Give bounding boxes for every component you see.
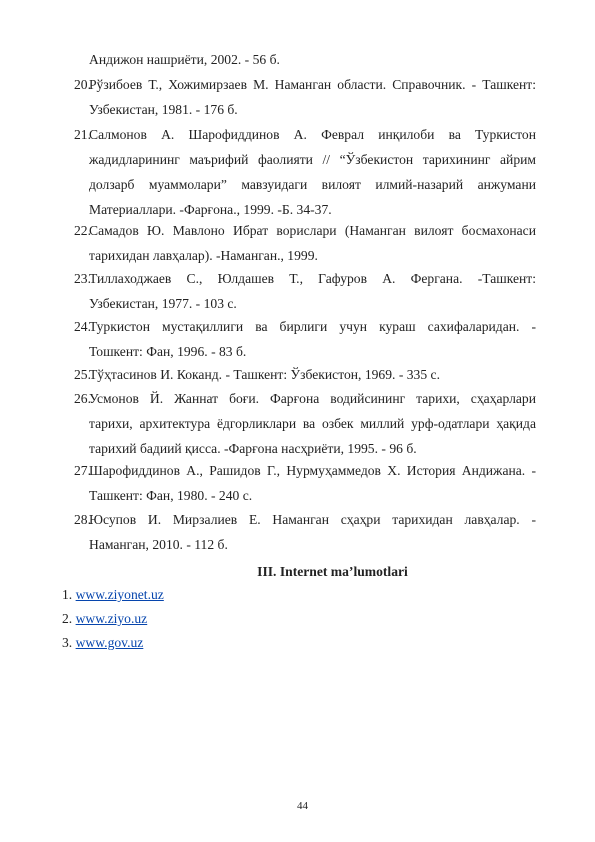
link-number: 2. [62, 611, 73, 626]
reference-line: Тошкент: Фан, 1996. - 83 б. [89, 344, 247, 359]
internet-section-heading: III. Internet ma’lumotlari [257, 564, 408, 579]
reference-line: тарихидан лавҳалар). -Наманган., 1999. [89, 248, 318, 263]
reference-line: Материаллари. -Фарғона., 1999. -Б. 34-37. [89, 202, 332, 217]
reference-line: Самадов Ю. Мавлоно Ибрат ворислари (Наманган вилоят босмахонаси [89, 223, 536, 238]
reference-21 [62, 122, 536, 222]
reference-line: Шарофиддинов А., Рашидов Г., Нурмуҳаммедов Х. История Андижана. - [89, 463, 536, 478]
reference-number: 21. [74, 127, 91, 142]
page-number: 44 [297, 800, 308, 812]
reference-20 [62, 72, 536, 122]
reference-line: Тўҳтасинов И. Коканд. - Ташкент: Ўзбекистон, 1969. - 335 с. [89, 367, 440, 382]
link-number: 1. [62, 587, 73, 602]
reference-line: Узбекистан, 1977. - 103 с. [89, 296, 237, 311]
reference-28 [62, 507, 536, 557]
reference-line: Салмонов А. Шарофиддинов А. Феврал инқилоби ва Туркистон [89, 127, 536, 142]
ziyonet-link[interactable]: www.ziyonet.uz [75, 587, 164, 602]
reference-24 [62, 314, 536, 364]
reference-line: тарихи, архитектура ёдгорликлари ва озбек миллий урф-одатлари ҳақида [89, 416, 536, 431]
link-item [62, 606, 147, 631]
reference-line: жадидларининг маърифий фаолияти // “Ўзбекистон тарихининг айрим [89, 152, 536, 167]
reference-line: тарихий бадиий қисса. -Фарғона насҳриёти, 1995. - 96 б. [89, 441, 417, 456]
reference-26 [62, 386, 536, 461]
ziyo-link[interactable]: www.ziyo.uz [75, 611, 148, 626]
reference-22 [62, 218, 536, 268]
reference-19-continuation [62, 47, 536, 72]
reference-line: Ташкент: Фан, 1980. - 240 с. [89, 488, 253, 503]
reference-25 [62, 362, 536, 387]
reference-number: 28. [74, 512, 91, 527]
reference-number: 22. [74, 223, 91, 238]
reference-27 [62, 458, 536, 508]
link-number: 3. [62, 635, 73, 650]
reference-number: 23. [74, 271, 91, 286]
reference-line: Тиллаходжаев С., Юлдашев Т., Гафуров А. Фергана. -Ташкент: [89, 271, 536, 286]
link-item [62, 630, 143, 655]
reference-line: долзарб муаммолари” мавзуидаги вилоят илмий-назарий анжумани [89, 177, 536, 192]
reference-line: Юсупов И. Мирзалиев Е. Наманган сҳаҳри тарихидан лавҳалар. - [89, 512, 536, 527]
reference-number: 20. [74, 77, 91, 92]
gov-link[interactable]: www.gov.uz [75, 635, 144, 650]
reference-line: Туркистон мустақиллиги ва бирлиги учун кураш сахифаларидан. - [89, 319, 536, 334]
reference-number: 25. [74, 367, 91, 382]
reference-line: Наманган, 2010. - 112 б. [89, 537, 228, 552]
reference-number: 24. [74, 319, 91, 334]
reference-number: 27. [74, 463, 91, 478]
reference-line: Рўзибоев Т., Хожимирзаев М. Наманган области. Справочник. - Ташкент: [89, 77, 536, 92]
reference-number: 26. [74, 391, 91, 406]
reference-line: Усмонов Й. Жаннат боғи. Фарғона водийсининг тарихи, сҳаҳарлари [89, 391, 536, 406]
reference-23 [62, 266, 536, 316]
link-item [62, 582, 164, 607]
reference-line: Узбекистан, 1981. - 176 б. [89, 102, 238, 117]
reference-line: Андижон нашриёти, 2002. - 56 б. [89, 52, 280, 67]
